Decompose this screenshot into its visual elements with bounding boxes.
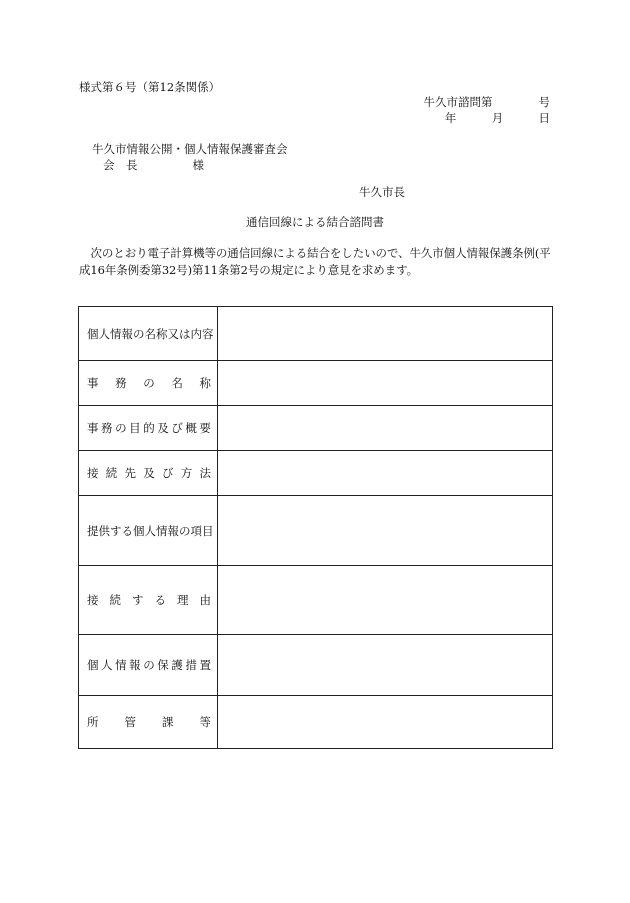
row-label: 事務の名称 xyxy=(79,361,218,406)
row-value-field[interactable] xyxy=(218,635,553,696)
table-row xyxy=(79,635,553,696)
date-day-label: 日 xyxy=(538,111,550,125)
row-value-field[interactable] xyxy=(218,496,553,566)
table-row xyxy=(79,696,553,749)
table-row xyxy=(79,496,553,566)
addressee-honorific: 様 xyxy=(192,158,204,172)
table-row xyxy=(79,451,553,496)
date-year-label: 年 xyxy=(444,111,457,125)
date-line xyxy=(445,110,550,126)
row-value-field[interactable] xyxy=(218,406,553,451)
addressee-organization: 牛久市情報公開・個人情報保護審査会 xyxy=(92,142,288,156)
addressee-role: 会 長 xyxy=(103,158,138,172)
row-label: 事務の目的及び概要 xyxy=(79,406,218,451)
row-value-field[interactable] xyxy=(218,451,553,496)
row-label: 接続する理由 xyxy=(79,566,218,635)
row-label: 個人情報の名称又は内容 xyxy=(79,307,218,361)
inquiry-number: 牛久市諮問第 号 xyxy=(423,95,550,109)
row-value-field[interactable] xyxy=(218,566,553,635)
addressee-line xyxy=(103,157,204,173)
table-row xyxy=(79,566,553,635)
sender: 牛久市長 xyxy=(359,185,405,199)
row-value-field[interactable] xyxy=(218,361,553,406)
table-row xyxy=(79,406,553,451)
table-row xyxy=(79,361,553,406)
row-label: 所管課等 xyxy=(79,696,218,749)
form-number: 様式第６号（第12条関係） xyxy=(79,80,221,94)
body-paragraph: 次のとおり電子計算機等の通信回線による結合をしたいので、牛久市個人情報保護条例(平成16年条例委第32号)第11条第2号の規定により意見を求めます。 xyxy=(79,246,551,277)
date-month-label: 月 xyxy=(491,111,504,125)
row-value-field[interactable] xyxy=(218,307,553,361)
document-title: 通信回線による結合諮問書 xyxy=(246,215,384,229)
inquiry-form-table xyxy=(78,306,553,749)
row-value-field[interactable] xyxy=(218,696,553,749)
row-label: 接続先及び方法 xyxy=(79,451,218,496)
table-row xyxy=(79,307,553,361)
row-label: 提供する個人情報の項目 xyxy=(79,496,218,566)
row-label: 個人情報の保護措置 xyxy=(79,635,218,696)
